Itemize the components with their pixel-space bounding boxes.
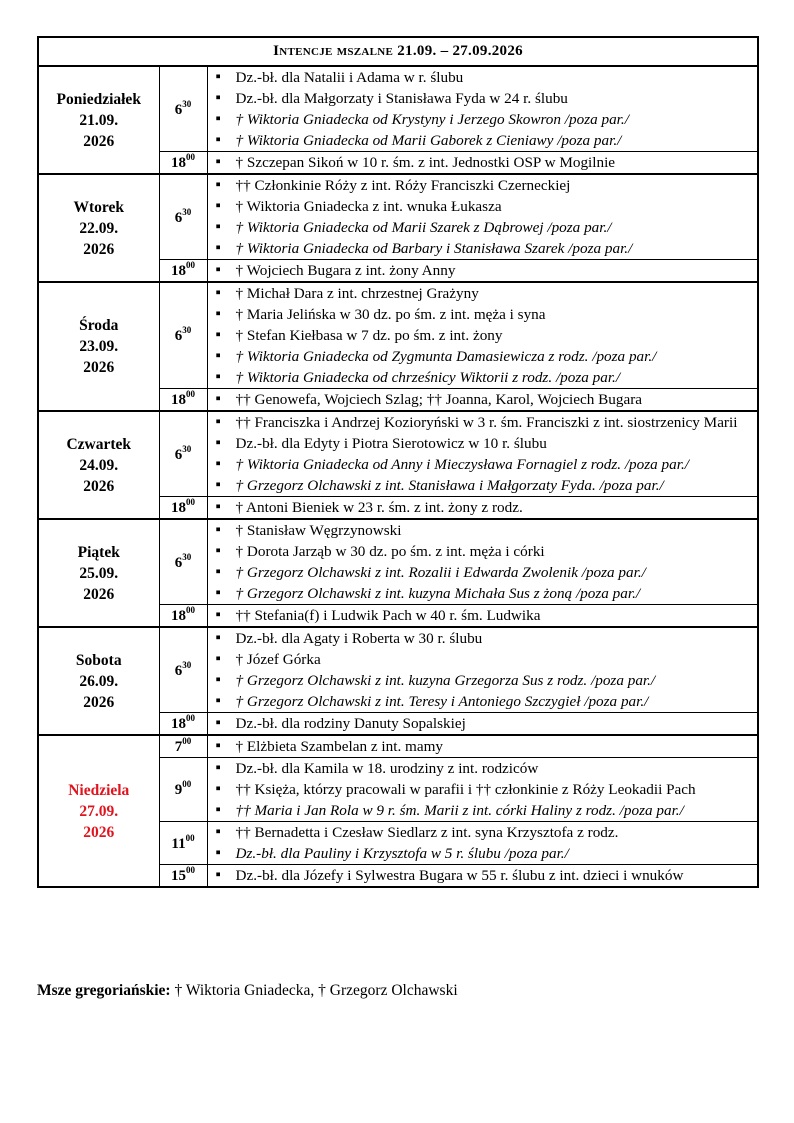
day-date: 26.09. [79, 672, 119, 690]
mass-time [159, 519, 207, 605]
intention-item: ▪ † Wiktoria Gniadecka od Marii Szarek z Dąbrowej /poza par./ [216, 217, 754, 238]
mass-minutes: 00 [186, 152, 195, 162]
intention-item: ▪ † Stanisław Węgrzynowski [216, 520, 754, 541]
intentions-cell [207, 152, 758, 175]
day-date: 27.09. [79, 802, 119, 820]
mass-row [38, 282, 758, 389]
mass-hour: 18 [171, 263, 186, 279]
day-name: Piątek [77, 543, 120, 561]
mass-minutes: 30 [182, 443, 192, 454]
mass-hour: 6 [174, 101, 183, 118]
intentions-cell [207, 627, 758, 713]
mass-hour: 7 [174, 739, 183, 755]
mass-time [159, 605, 207, 628]
page-title: Intencje mszalne 21.09. – 27.09.2026 [38, 37, 758, 66]
day-year: 2026 [83, 477, 115, 495]
day-name: Poniedziałek [56, 90, 141, 108]
intentions-cell [207, 605, 758, 628]
intention-item: ▪ †† Maria i Jan Rola w 9 r. śm. Marii z int. córki Haliny z rodz. /poza par./ [216, 800, 754, 821]
mass-row [38, 627, 758, 713]
mass-row [38, 66, 758, 152]
mass-time [159, 260, 207, 283]
intention-item: ▪ Dz.-bł. dla Edyty i Piotra Sierotowicz w 10 r. ślubu [216, 433, 754, 454]
mass-minutes: 30 [182, 98, 192, 109]
mass-minutes: 00 [185, 832, 195, 843]
intentions-table-body [38, 37, 758, 887]
intention-item: ▪ † Grzegorz Olchawski z int. kuzyna Grzegorza Sus z rodz. /poza par./ [216, 670, 754, 691]
intentions-cell [207, 519, 758, 605]
day-cell [38, 627, 159, 735]
day-date: 23.09. [79, 338, 119, 355]
intentions-cell [207, 822, 758, 865]
mass-minutes: 00 [186, 497, 195, 507]
intention-item: ▪ † Stefan Kiełbasa w 7 dz. po śm. z int. żony [216, 325, 754, 346]
intention-item: ▪ †† Księża, którzy pracowali w parafii i †† członkinie z Róży Leokadii Pach [216, 779, 754, 800]
intention-item: ▪ † Michał Dara z int. chrzestnej Grażyny [216, 283, 754, 304]
intentions-cell [207, 66, 758, 152]
day-name: Niedziela [68, 781, 130, 799]
mass-time [159, 627, 207, 713]
mass-minutes: 00 [182, 779, 192, 789]
mass-time [159, 411, 207, 497]
intention-item: ▪ † Józef Górka [216, 649, 754, 670]
mass-hour: 6 [174, 662, 183, 679]
mass-time [159, 282, 207, 389]
day-year: 2026 [83, 823, 115, 841]
mass-minutes: 30 [182, 206, 192, 217]
intention-item: ▪ † Wiktoria Gniadecka od Krystyny i Jerzego Skowron /poza par./ [216, 109, 754, 130]
day-cell [38, 66, 159, 174]
mass-time [159, 174, 207, 260]
intention-item: ▪ †† Franciszka i Andrzej Kozioryński w 3 r. śm. Franciszki z int. siostrzenicy Marii [216, 412, 754, 433]
day-name: Środa [79, 317, 119, 334]
mass-hour: 15 [171, 868, 186, 884]
intention-item: ▪ †† Bernadetta i Czesław Siedlarz z int. syna Krzysztofa z rodz. [216, 822, 754, 843]
intention-item: ▪ † Wojciech Bugara z int. żony Anny [216, 260, 754, 281]
day-date: 25.09. [79, 564, 119, 582]
mass-hour: 18 [171, 155, 186, 171]
gregorian-masses-text: † Wiktoria Gniadecka, † Grzegorz Olchawski [170, 982, 458, 999]
day-cell [38, 174, 159, 282]
day-date: 24.09. [79, 456, 119, 474]
intention-item: ▪ Dz.-bł. dla Agaty i Roberta w 30 r. ślubu [216, 628, 754, 649]
intention-item: ▪ † Wiktoria Gniadecka od Zygmunta Damasiewicza z rodz. /poza par./ [216, 346, 754, 367]
intentions-cell [207, 497, 758, 520]
mass-minutes: 30 [182, 659, 192, 670]
intention-item: ▪ †† Genowefa, Wojciech Szlag; †† Joanna, Karol, Wojciech Bugara [216, 389, 754, 410]
intention-item: ▪ † Wiktoria Gniadecka z int. wnuka Łukasza [216, 196, 754, 217]
mass-time [159, 822, 207, 865]
mass-hour: 18 [171, 716, 186, 732]
mass-time [159, 497, 207, 520]
day-cell [38, 282, 159, 411]
intentions-cell [207, 174, 758, 260]
mass-minutes: 00 [186, 389, 195, 399]
day-year: 2026 [83, 359, 115, 376]
mass-row [38, 519, 758, 605]
intention-item: ▪ † Wiktoria Gniadecka od Marii Gaborek z Cieniawy /poza par./ [216, 130, 754, 151]
mass-hour: 11 [171, 835, 186, 852]
intentions-cell [207, 282, 758, 389]
mass-minutes: 00 [186, 865, 195, 875]
mass-minutes: 00 [186, 260, 195, 270]
mass-time [159, 713, 207, 736]
intentions-cell [207, 713, 758, 736]
mass-minutes: 30 [182, 551, 192, 562]
intention-item: ▪ †† Członkinie Róży z int. Róży Franciszki Czerneckiej [216, 175, 754, 196]
intention-item: ▪ † Wiktoria Gniadecka od Barbary i Stanisława Szarek /poza par./ [216, 238, 754, 259]
day-cell [38, 411, 159, 519]
mass-time [159, 66, 207, 152]
intention-item: ▪ †† Stefania(f) i Ludwik Pach w 40 r. śm. Ludwika [216, 605, 754, 626]
intention-item: ▪ † Wiktoria Gniadecka od chrześnicy Wiktorii z rodz. /poza par./ [216, 367, 754, 388]
intention-item: ▪ Dz.-bł. dla Pauliny i Krzysztofa w 5 r. ślubu /poza par./ [216, 843, 754, 864]
intentions-cell [207, 260, 758, 283]
mass-time [159, 152, 207, 175]
intention-item: ▪ † Grzegorz Olchawski z int. Teresy i Antoniego Szczygieł /poza par./ [216, 691, 754, 712]
intention-item: ▪ † Grzegorz Olchawski z int. Rozalii i Edwarda Zwolenik /poza par./ [216, 562, 754, 583]
intention-item: ▪ † Wiktoria Gniadecka od Anny i Mieczysława Fornagiel z rodz. /poza par./ [216, 454, 754, 475]
mass-time [159, 389, 207, 412]
mass-minutes: 00 [186, 713, 195, 723]
mass-hour: 6 [174, 554, 183, 571]
intentions-cell [207, 865, 758, 888]
day-cell [38, 735, 159, 887]
mass-time [159, 735, 207, 758]
day-name: Wtorek [73, 198, 124, 216]
mass-hour: 18 [171, 500, 186, 516]
intention-item: ▪ † Grzegorz Olchawski z int. kuzyna Michała Sus z żoną /poza par./ [216, 583, 754, 604]
day-date: 22.09. [79, 219, 119, 237]
intentions-cell [207, 735, 758, 758]
day-year: 2026 [83, 240, 115, 258]
mass-hour: 6 [174, 209, 183, 226]
intention-item: ▪ † Elżbieta Szambelan z int. mamy [216, 736, 754, 757]
intention-item: ▪ † Grzegorz Olchawski z int. Stanisława i Małgorzaty Fyda. /poza par./ [216, 475, 754, 496]
title-row [38, 37, 758, 66]
mass-hour: 18 [171, 392, 186, 408]
mass-hour: 18 [171, 608, 186, 624]
day-year: 2026 [83, 132, 115, 150]
mass-time [159, 758, 207, 822]
day-name: Sobota [75, 651, 122, 669]
mass-minutes: 00 [186, 605, 195, 615]
day-name: Czwartek [66, 435, 132, 453]
intentions-cell [207, 758, 758, 822]
mass-row [38, 411, 758, 497]
gregorian-masses-note [37, 982, 458, 1000]
mass-hour: 6 [174, 446, 183, 463]
mass-minutes: 30 [182, 325, 192, 335]
intention-item: ▪ Dz.-bł. dla Kamila w 18. urodziny z int. rodziców [216, 758, 754, 779]
mass-row [38, 735, 758, 758]
intentions-table [37, 36, 759, 888]
intention-item: ▪ Dz.-bł. dla Józefy i Sylwestra Bugara w 55 r. ślubu z int. dzieci i wnuków [216, 865, 754, 886]
intentions-cell [207, 389, 758, 412]
day-date: 21.09. [79, 111, 119, 129]
intention-item: ▪ † Antoni Bieniek w 23 r. śm. z int. żony z rodz. [216, 497, 754, 518]
mass-row [38, 174, 758, 260]
mass-hour: 6 [174, 328, 183, 344]
intention-item: ▪ Dz.-bł. dla Natalii i Adama w r. ślubu [216, 67, 754, 88]
mass-time [159, 865, 207, 888]
intention-item: ▪ † Dorota Jarząb w 30 dz. po śm. z int. męża i córki [216, 541, 754, 562]
intention-item: ▪ Dz.-bł. dla rodziny Danuty Sopalskiej [216, 713, 754, 734]
day-year: 2026 [83, 585, 115, 603]
mass-hour: 9 [174, 782, 183, 798]
day-year: 2026 [83, 693, 115, 711]
gregorian-masses-label: Msze gregoriańskie: [37, 982, 171, 999]
intention-item: ▪ Dz.-bł. dla Małgorzaty i Stanisława Fyda w 24 r. ślubu [216, 88, 754, 109]
intention-item: ▪ † Maria Jelińska w 30 dz. po śm. z int. męża i syna [216, 304, 754, 325]
day-cell [38, 519, 159, 627]
intentions-cell [207, 411, 758, 497]
intention-item: ▪ † Szczepan Sikoń w 10 r. śm. z int. Jednostki OSP w Mogilnie [216, 152, 754, 173]
mass-minutes: 00 [182, 736, 192, 746]
